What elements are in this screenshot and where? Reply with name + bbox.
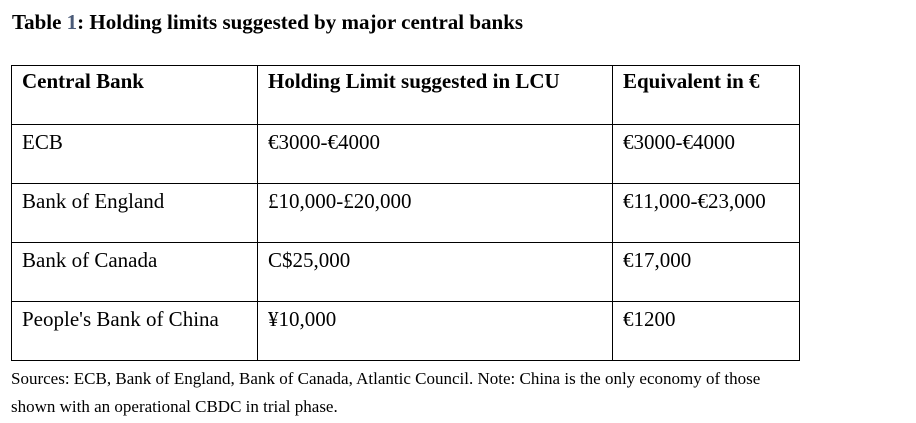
cell-equivalent-eur: €11,000-€23,000: [613, 184, 800, 243]
column-header-equivalent-eur: Equivalent in €: [613, 66, 800, 125]
cell-central-bank: Bank of Canada: [12, 243, 258, 302]
cell-central-bank: Bank of England: [12, 184, 258, 243]
table-row: [12, 184, 800, 243]
cell-equivalent-eur: €17,000: [613, 243, 800, 302]
table-header-row: [12, 66, 800, 125]
column-header-holding-limit: Holding Limit suggested in LCU: [258, 66, 613, 125]
cell-equivalent-eur: €3000-€4000: [613, 125, 800, 184]
table-row: [12, 302, 800, 361]
sources-note: [11, 365, 911, 421]
cell-holding-limit: €3000-€4000: [258, 125, 613, 184]
cell-equivalent-eur: €1200: [613, 302, 800, 361]
table-row: [12, 243, 800, 302]
table-title: [12, 8, 523, 36]
holding-limits-table: [11, 65, 800, 361]
table-number: 1: [66, 10, 78, 34]
table-title-text: : Holding limits suggested by major central banks: [77, 10, 524, 34]
cell-central-bank: People's Bank of China: [12, 302, 258, 361]
table-title-prefix: Table: [12, 10, 67, 34]
table-row: [12, 125, 800, 184]
cell-central-bank: ECB: [12, 125, 258, 184]
cell-holding-limit: ¥10,000: [258, 302, 613, 361]
cell-holding-limit: C$25,000: [258, 243, 613, 302]
column-header-central-bank: Central Bank: [12, 66, 258, 125]
cell-holding-limit: £10,000-£20,000: [258, 184, 613, 243]
sources-note-line-2: shown with an operational CBDC in trial phase.: [11, 397, 338, 416]
sources-note-line-1: Sources: ECB, Bank of England, Bank of Canada, Atlantic Council. Note: China is the only economy of those: [11, 369, 761, 388]
